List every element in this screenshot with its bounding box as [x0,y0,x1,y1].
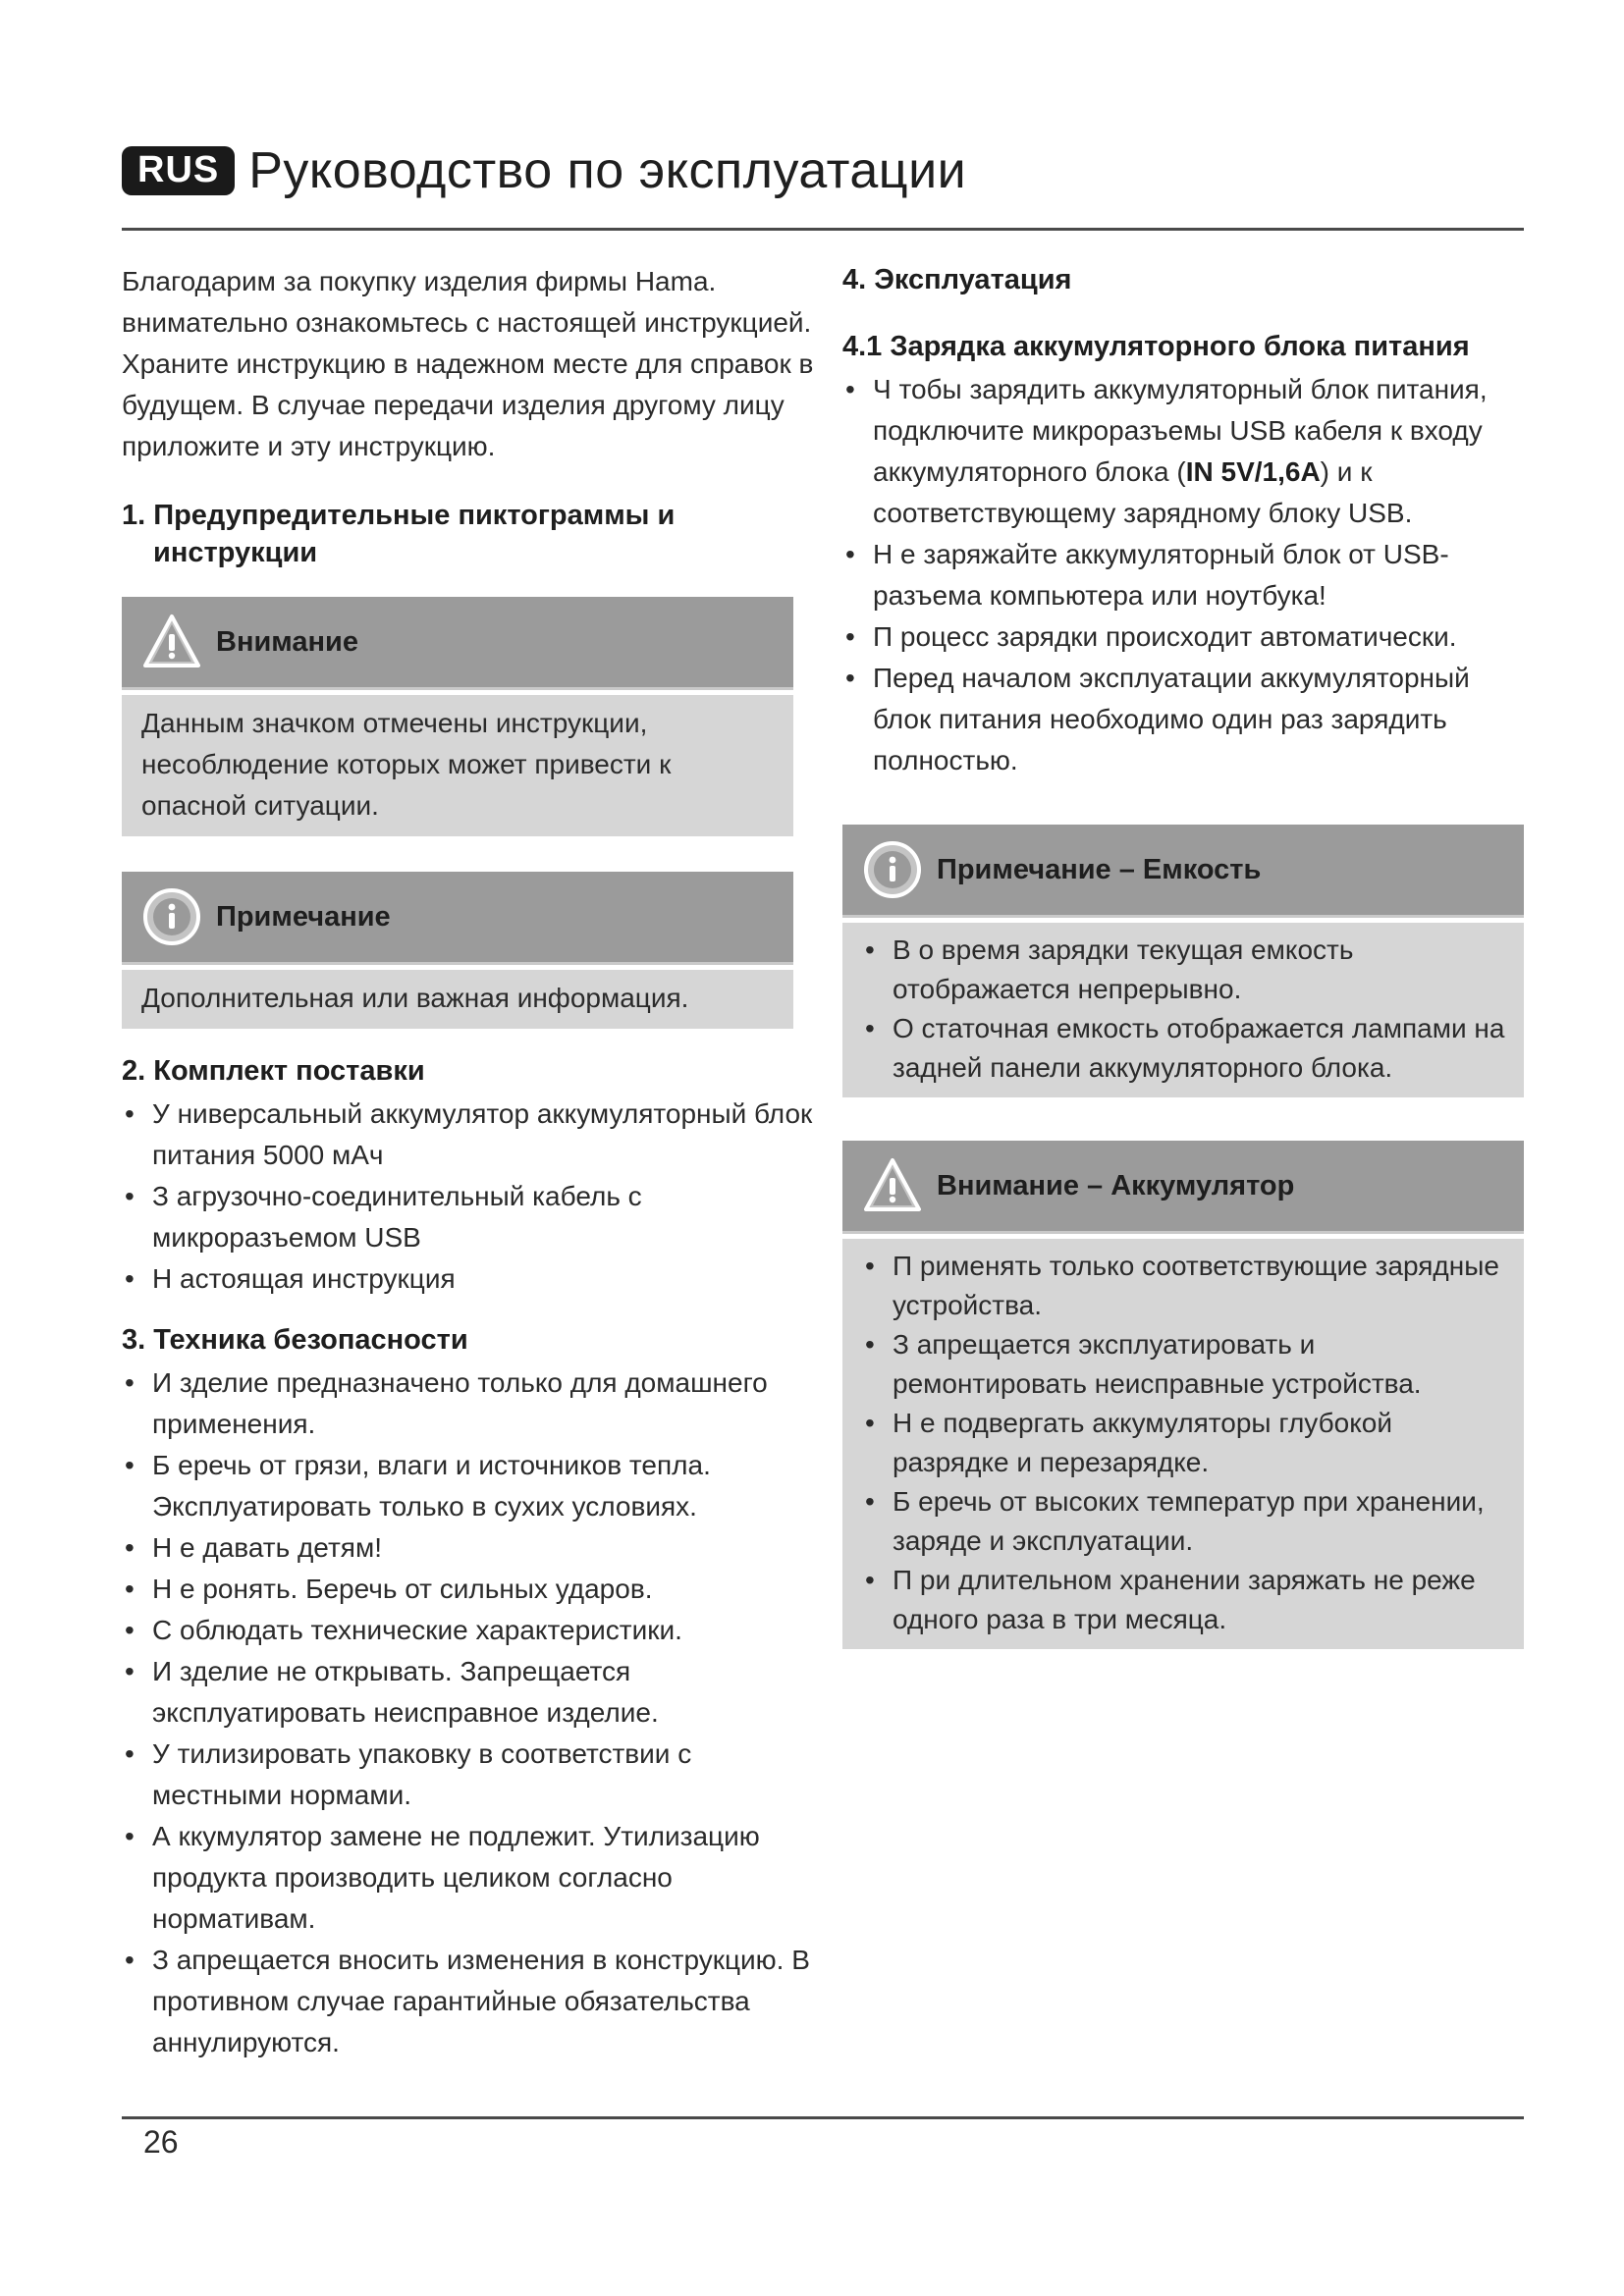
note-box-label: Примечание [216,900,391,933]
list-item: • И зделие предназначено только для домашнего применения. [122,1362,829,1445]
warning-box-label: Внимание [216,625,358,658]
header-divider [122,228,1524,231]
section-1-heading: 1. Предупредительные пиктограммы и инструкции [122,500,676,568]
note-box-text: Дополнительная или важная информация. [141,983,689,1013]
list-item: • З апрещается вносить изменения в конструкцию. В противном случае гарантийные обязательства аннулируются. [122,1940,829,2063]
section-4-heading: 4. Эксплуатация [842,264,1072,295]
list-item: • Н е давать детям! [122,1527,829,1569]
capacity-note-box-label: Примечание – Емкость [937,853,1262,885]
note-box [122,872,793,1029]
warning-box-header [122,597,793,687]
document-title: Руководство по эксплуатации [248,142,967,199]
list-item: • У ниверсальный аккумулятор аккумуляторный блок питания 5000 мАч [122,1094,829,1176]
list-item: • Н е ронять. Беречь от сильных ударов. [122,1569,829,1610]
list-item: • Перед началом эксплуатации аккумуляторный блок питания необходимо один раз зарядить полностью. [842,658,1524,781]
list-item: • Н е подвергать аккумуляторы глубокой разрядке и перезарядке. [862,1404,1506,1482]
list-item: • О статочная емкость отображается лампами на задней панели аккумуляторного блока. [862,1009,1506,1088]
info-icon [862,839,923,900]
list-item: • С облюдать технические характеристики. [122,1610,829,1651]
list-item: • А ккумулятор замене не подлежит. Утилизацию продукта производить целиком согласно нормативам. [122,1816,829,1940]
warning-box-text: Данным значком отмечены инструкции, несоблюдение которых может привести к опасной ситуации. [141,708,672,821]
battery-warning-box [842,1141,1524,1649]
footer-divider [122,2116,1524,2119]
list-item: • П ри длительном хранении заряжать не реже одного раза в три месяца. [862,1561,1506,1639]
capacity-note-box-body [842,923,1524,1097]
battery-warning-box-label: Внимание – Аккумулятор [937,1169,1295,1201]
left-column [122,261,829,2063]
list-item: • З апрещается эксплуатировать и ремонтировать неисправные устройства. [862,1325,1506,1404]
warning-box [122,597,793,836]
list-item-text: Ч тобы зарядить аккумуляторный блок питания, подключите микроразъемы USB кабеля к входу аккумуляторного блока ( [873,374,1488,487]
info-icon [141,886,202,947]
capacity-note-list [862,931,1506,1088]
battery-warning-list [862,1247,1506,1639]
page-number: 26 [143,2124,179,2160]
list-item: • И зделие не открывать. Запрещается эксплуатировать неисправное изделие. [122,1651,829,1734]
warning-triangle-icon [141,612,202,672]
list-item: • Н е заряжайте аккумуляторный блок от USB-разъема компьютера или ноутбука! [842,534,1524,616]
list-item: • П рименять только соответствующие зарядные устройства. [862,1247,1506,1325]
charging-list [842,369,1524,781]
list-item-text: ) и к соответствующему зарядному блоку USB. [873,456,1413,528]
battery-warning-box-body [842,1239,1524,1649]
safety-list [122,1362,829,2063]
capacity-note-box [842,825,1524,1097]
right-column [842,261,1524,1649]
warning-box-body [122,695,793,836]
capacity-note-box-header [842,825,1524,915]
input-spec: IN 5V/1,6A [1185,456,1321,487]
battery-warning-box-header [842,1141,1524,1231]
section-3-heading: 3. Техника безопасности [122,1324,468,1356]
list-item [842,369,1524,534]
page-header [122,141,966,200]
note-box-body [122,970,793,1029]
list-item: • Б еречь от высоких температур при хранении, заряде и эксплуатации. [862,1482,1506,1561]
note-box-header [122,872,793,962]
package-contents-list [122,1094,829,1300]
list-item: • Б еречь от грязи, влаги и источников тепла. Эксплуатировать только в сухих условиях. [122,1445,829,1527]
list-item: • В о время зарядки текущая емкость отображается непрерывно. [862,931,1506,1009]
warning-triangle-icon [862,1155,923,1216]
list-item: • П роцесс зарядки происходит автоматически. [842,616,1524,658]
list-item: • Н астоящая инструкция [122,1258,829,1300]
intro-paragraph: Благодарим за покупку изделия фирмы Hama. внимательно ознакомьтесь с настоящей инструкцией. Храните инструкцию в надежном месте для справок в будущем. В случае передачи изделия другому лицу приложите и эту инструкцию. [122,266,814,461]
section-4-1-heading: 4.1 Зарядка аккумуляторного блока питания [842,331,1470,362]
section-2-heading: 2. Комплект поставки [122,1055,425,1087]
language-badge: RUS [122,146,235,195]
list-item: • З агрузочно-соединительный кабель с микроразъемом USB [122,1176,829,1258]
list-item: • У тилизировать упаковку в соответствии с местными нормами. [122,1734,829,1816]
